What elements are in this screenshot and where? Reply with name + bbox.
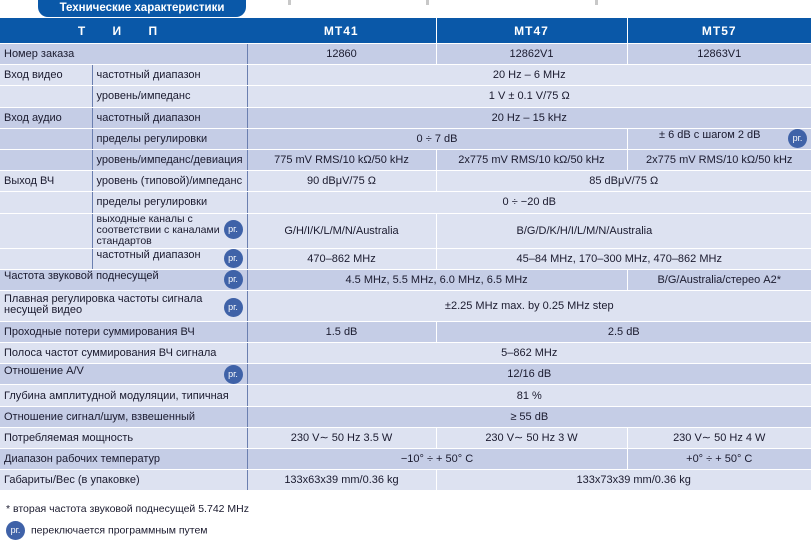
cell-value: 2x775 mV RMS/10 kΩ/50 kHz <box>627 149 811 170</box>
table-row <box>0 107 811 128</box>
table-row <box>0 65 811 86</box>
legend-text: переключается программным путем <box>31 524 208 537</box>
cell-value: 12863V1 <box>627 44 811 65</box>
cell-value: 2x775 mV RMS/10 kΩ/50 kHz <box>436 149 627 170</box>
cell-value: ±2.25 MHz max. by 0.25 MHz step <box>247 290 811 321</box>
cell-value: −10° ÷ + 50° C <box>247 449 627 470</box>
table-row <box>0 364 811 385</box>
software-switch-badge: рг. <box>788 129 807 148</box>
model-header-mt57: MT57 <box>627 18 811 44</box>
cell-value: 1 V ± 0.1 V/75 Ω <box>247 86 811 107</box>
cell-value: +0° ÷ + 50° C <box>627 449 811 470</box>
cell-value: 0 ÷ −20 dB <box>247 192 811 213</box>
cell-value: B/G/Australia/стерео A2* <box>627 269 811 290</box>
cell-value: G/H/I/K/L/M/N/Australia <box>247 213 436 248</box>
group-label: Вход видео <box>0 65 92 86</box>
row-label: Отношение A/V <box>4 364 84 377</box>
row-label: Габариты/Вес (в упаковке) <box>0 470 247 491</box>
table-row <box>0 343 811 364</box>
cell-value: 12/16 dB <box>247 364 811 385</box>
type-header: Т И П <box>0 18 247 44</box>
cell-value: 45–84 MHz, 170–300 MHz, 470–862 MHz <box>436 248 811 269</box>
param-label: частотный диапазон <box>92 107 247 128</box>
table-row <box>0 128 811 149</box>
param-label: пределы регулировки <box>92 192 247 213</box>
table-row <box>0 321 811 342</box>
cell-value: 90 dBμV/75 Ω <box>247 171 436 192</box>
cell-value: 2.5 dB <box>436 321 811 342</box>
cell-value: 1.5 dB <box>247 321 436 342</box>
software-switch-badge: рг. <box>224 270 243 289</box>
table-row <box>0 171 811 192</box>
cell-value: 133x63x39 mm/0.36 kg <box>247 470 436 491</box>
param-label: выходные каналы с соответствии с каналами стандартов <box>96 213 220 247</box>
row-label: Потребляемая мощность <box>0 427 247 448</box>
param-label: уровень/импеданс <box>92 86 247 107</box>
row-label: Диапазон рабочих температур <box>0 449 247 470</box>
table-row <box>0 406 811 427</box>
section-title-tab: Технические характеристики <box>38 0 246 17</box>
cell-value: ± 6 dB с шагом 2 dB <box>659 129 761 142</box>
software-switch-badge: рг. <box>224 220 243 239</box>
group-label: Вход аудио <box>0 107 92 128</box>
table-row <box>0 213 811 248</box>
row-label: Проходные потери суммирования ВЧ <box>0 321 247 342</box>
table-row <box>0 449 811 470</box>
row-label: Отношение сигнал/шум, взвешенный <box>0 406 247 427</box>
table-row <box>0 385 811 406</box>
cell-value: 470–862 MHz <box>247 248 436 269</box>
cell-value: 12862V1 <box>436 44 627 65</box>
row-label: Плавная регулировка частоты сигнала несущей видео <box>4 293 203 317</box>
row-label: Полоса частот суммирования ВЧ сигнала <box>0 343 247 364</box>
row-label-with-badge <box>0 269 247 290</box>
cell-value: B/G/D/K/H/I/L/M/N/Australia <box>436 213 811 248</box>
legend <box>6 521 208 540</box>
cell-value: 133x73x39 mm/0.36 kg <box>436 470 811 491</box>
table-row <box>0 149 811 170</box>
cell-value: 12860 <box>247 44 436 65</box>
model-header-mt41: MT41 <box>247 18 436 44</box>
cell-value: 230 V∼ 50 Hz 3 W <box>436 427 627 448</box>
table-row <box>0 44 811 65</box>
param-label: частотный диапазон <box>96 249 201 262</box>
row-label: Номер заказа <box>0 44 247 65</box>
param-label: частотный диапазон <box>92 65 247 86</box>
table-header-row <box>0 18 811 44</box>
cell-value: 4.5 MHz, 5.5 MHz, 6.0 MHz, 6.5 MHz <box>247 269 627 290</box>
cell-value: 5–862 MHz <box>247 343 811 364</box>
decoration-mark <box>426 0 429 5</box>
param-label: уровень (типовой)/импеданс <box>92 171 247 192</box>
param-label: пределы регулировки <box>92 128 247 149</box>
spec-table <box>0 18 811 491</box>
group-label: Выход ВЧ <box>0 171 92 192</box>
table-row <box>0 427 811 448</box>
software-switch-badge: рг. <box>224 365 243 384</box>
table-row <box>0 269 811 290</box>
table-row <box>0 470 811 491</box>
cell-value: 20 Hz – 15 kHz <box>247 107 811 128</box>
cell-value: 0 ÷ 7 dB <box>247 128 627 149</box>
param-label-with-badge <box>92 213 247 248</box>
param-label-with-badge <box>92 248 247 269</box>
cell-value: 20 Hz – 6 MHz <box>247 65 811 86</box>
cell-value: 81 % <box>247 385 811 406</box>
model-header-mt47: MT47 <box>436 18 627 44</box>
table-row <box>0 86 811 107</box>
table-row <box>0 248 811 269</box>
row-label-with-badge <box>0 290 247 321</box>
table-row <box>0 192 811 213</box>
row-label: Глубина амплитудной модуляции, типичная <box>0 385 247 406</box>
cell-value: 230 V∼ 50 Hz 3.5 W <box>247 427 436 448</box>
cell-with-badge <box>627 128 811 149</box>
software-switch-badge: рг. <box>224 249 243 268</box>
cell-value: 775 mV RMS/10 kΩ/50 kHz <box>247 149 436 170</box>
decoration-mark <box>595 0 598 5</box>
cell-value: 230 V∼ 50 Hz 4 W <box>627 427 811 448</box>
row-label: Частота звуковой поднесущей <box>4 270 159 283</box>
decoration-mark <box>288 0 291 5</box>
param-label: уровень/импеданс/девиация <box>92 149 247 170</box>
cell-value: ≥ 55 dB <box>247 406 811 427</box>
footnote: * вторая частота звуковой поднесущей 5.742 MHz <box>6 503 249 515</box>
row-label-with-badge <box>0 364 247 385</box>
cell-value: 85 dBμV/75 Ω <box>436 171 811 192</box>
software-switch-badge: рг. <box>224 298 243 317</box>
table-row <box>0 290 811 321</box>
software-switch-badge: рг. <box>6 521 25 540</box>
